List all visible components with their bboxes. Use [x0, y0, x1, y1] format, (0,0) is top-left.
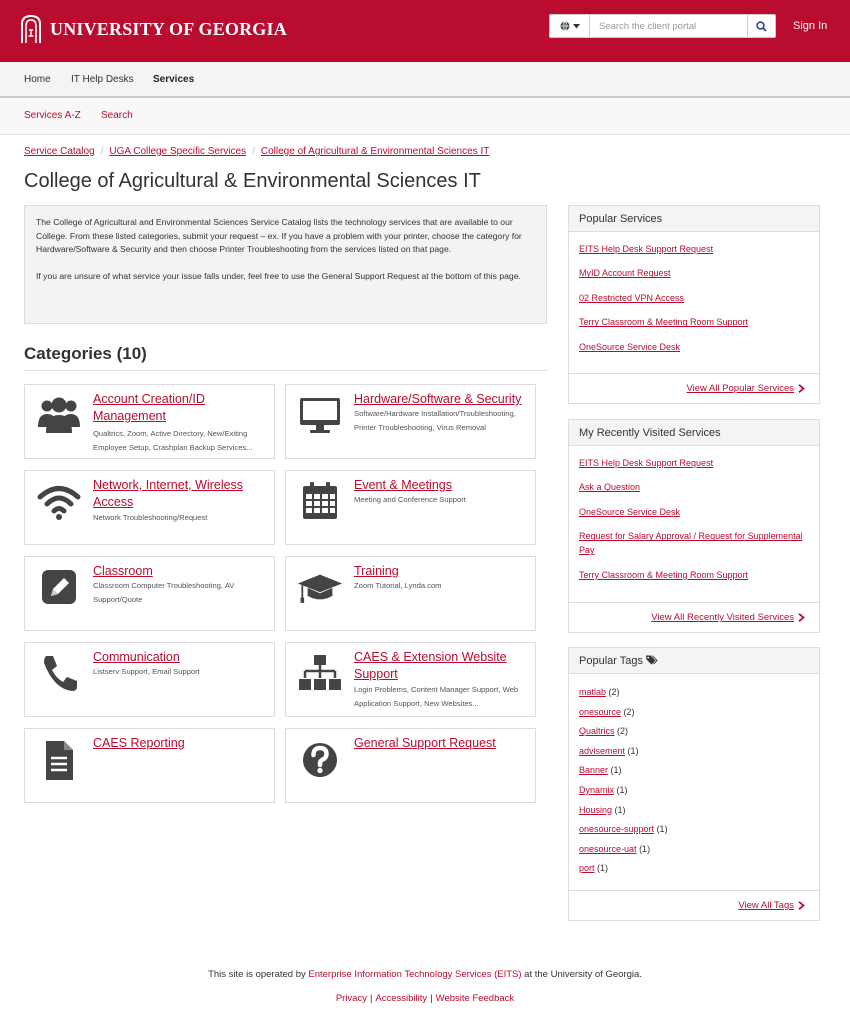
breadcrumb-separator: / — [252, 146, 255, 157]
sub-nav — [0, 98, 850, 135]
intro-box — [24, 205, 547, 324]
footer-text: This site is operated by — [208, 969, 309, 980]
category-description: Network Troubleshooting/Request — [93, 513, 208, 522]
footer-privacy-link[interactable]: Privacy — [335, 993, 367, 1004]
tag-item — [579, 862, 809, 876]
tag-item — [579, 725, 809, 739]
tag-link[interactable]: onesource-support — [579, 824, 655, 835]
category-card-website-support[interactable] — [285, 642, 536, 717]
category-description: Classroom Computer Troubleshooting, AV Support/Quote — [93, 581, 235, 604]
tag-link[interactable]: Housing — [579, 804, 613, 815]
nav-services[interactable]: Services — [153, 74, 195, 85]
tag-item — [579, 706, 809, 720]
category-card-general-support[interactable] — [285, 728, 536, 803]
category-title[interactable]: Account Creation/ID Management — [93, 392, 205, 423]
tag-link[interactable]: port — [579, 863, 595, 874]
category-card-caes-reporting[interactable] — [24, 728, 275, 803]
category-card-event-meetings[interactable] — [285, 470, 536, 545]
graduation-cap-icon — [297, 566, 343, 608]
top-bar — [0, 0, 850, 62]
recent-services-panel — [568, 419, 820, 633]
uga-arch-icon — [20, 14, 42, 44]
breadcrumb-college-specific[interactable]: UGA College Specific Services — [109, 146, 247, 157]
tag-link[interactable]: Banner — [579, 765, 609, 776]
tag-count: (1) — [597, 863, 609, 874]
popular-service-link[interactable]: MyID Account Request — [579, 268, 671, 279]
nav-home[interactable]: Home — [24, 74, 51, 85]
breadcrumb-service-catalog[interactable]: Service Catalog — [24, 146, 95, 157]
tags-icon — [646, 655, 659, 665]
category-title[interactable]: CAES & Extension Website Support — [354, 650, 507, 681]
category-card-hardware-software[interactable] — [285, 384, 536, 459]
recent-service-link[interactable]: Ask a Question — [579, 482, 641, 493]
recent-service-link[interactable]: OneSource Service Desk — [579, 506, 681, 517]
panel-title — [569, 648, 819, 674]
tag-count: (1) — [639, 843, 651, 854]
categories-heading: Categories (10) — [24, 344, 147, 363]
tag-count: (1) — [656, 824, 668, 835]
category-description: Qualtrics, Zoom, Active Directory, New/Exiting Employee Setup, Crashplan Backup Services... — [93, 429, 253, 452]
category-card-classroom[interactable] — [24, 556, 275, 631]
panel-title-text: Popular Tags — [579, 655, 644, 667]
intro-paragraph: If you are unsure of what service your issue falls under, feel free to use the General Support Request at the bottom of this page. — [36, 270, 521, 281]
recent-service-link[interactable]: Request for Salary Approval / Request for Supplemental Pay — [579, 531, 803, 556]
pencil-square-icon — [36, 566, 82, 608]
calendar-icon — [297, 480, 343, 522]
tag-count: (1) — [627, 745, 639, 756]
tag-item — [579, 843, 809, 857]
search-button[interactable] — [747, 15, 775, 37]
category-title[interactable]: Classroom — [93, 564, 153, 578]
category-description: Login Problems, Content Manager Support, Web Application Support, New Websites... — [354, 685, 519, 708]
category-description: Software/Hardware Installation/Troubleshooting, Printer Troubleshooting, Virus Removal — [354, 409, 516, 432]
tag-link[interactable]: Dynamix — [579, 784, 615, 795]
category-card-account-creation[interactable] — [24, 384, 275, 459]
caret-down-icon — [573, 24, 580, 29]
tag-count: (1) — [610, 765, 622, 776]
phone-icon — [36, 652, 82, 694]
breadcrumb — [24, 146, 489, 157]
category-title[interactable]: Communication — [93, 650, 180, 664]
popular-service-link[interactable]: 02 Restricted VPN Access — [579, 292, 685, 303]
tag-item — [579, 764, 809, 778]
category-title[interactable]: Hardware/Software & Security — [354, 392, 522, 406]
search-bar — [549, 14, 776, 38]
panel-title: My Recently Visited Services — [569, 420, 819, 446]
globe-icon — [560, 21, 570, 31]
footer-separator: | — [369, 993, 373, 1004]
view-all-popular-services-link[interactable] — [686, 383, 805, 394]
category-description: Listserv Support, Email Support — [93, 667, 200, 676]
breadcrumb-current[interactable]: College of Agricultural & Environmental Sciences IT — [260, 146, 490, 157]
category-title[interactable]: Network, Internet, Wireless Access — [93, 478, 244, 509]
nav-it-help-desks[interactable]: IT Help Desks — [71, 74, 134, 85]
view-all-tags-link[interactable] — [738, 900, 805, 911]
footer-feedback-link[interactable]: Website Feedback — [435, 993, 515, 1004]
category-card-training[interactable] — [285, 556, 536, 631]
tag-item — [579, 784, 809, 798]
chevron-right-icon — [798, 613, 805, 622]
popular-service-link[interactable]: Terry Classroom & Meeting Room Support — [579, 317, 749, 328]
tag-link[interactable]: matlab — [579, 687, 607, 697]
view-all-label: View All Popular Services — [686, 383, 794, 394]
category-title[interactable]: CAES Reporting — [93, 736, 185, 750]
tag-link[interactable]: advisement — [579, 745, 626, 756]
tag-item — [579, 804, 809, 818]
tag-count: (2) — [623, 706, 635, 717]
category-title[interactable]: Event & Meetings — [354, 478, 452, 492]
tag-link[interactable]: onesource-uat — [579, 843, 637, 854]
footer-accessibility-link[interactable]: Accessibility — [375, 993, 428, 1004]
document-icon — [36, 739, 82, 781]
view-all-recent-services-link[interactable] — [651, 612, 805, 623]
search-icon — [756, 21, 767, 32]
popular-services-panel — [568, 205, 820, 404]
tag-count: (2) — [617, 726, 629, 737]
breadcrumb-separator: / — [100, 146, 104, 157]
monitor-icon — [297, 394, 343, 436]
category-title[interactable]: Training — [354, 564, 399, 578]
recent-service-link[interactable]: Terry Classroom & Meeting Room Support — [579, 569, 749, 580]
view-all-label: View All Recently Visited Services — [651, 612, 794, 623]
view-all-label: View All Tags — [738, 900, 794, 911]
divider — [24, 370, 547, 371]
category-description: Meeting and Conference Support — [354, 495, 466, 504]
chevron-right-icon — [798, 901, 805, 910]
footer-text: at the University of Georgia. — [521, 969, 642, 980]
chevron-right-icon — [798, 384, 805, 393]
category-card-communication[interactable] — [24, 642, 275, 717]
sitemap-icon — [297, 652, 343, 694]
footer-separator: | — [430, 993, 433, 1004]
users-icon — [36, 394, 82, 436]
panel-title: Popular Services — [569, 206, 819, 232]
popular-service-link[interactable]: OneSource Service Desk — [579, 341, 681, 352]
search-scope-dropdown[interactable] — [550, 15, 590, 37]
question-circle-icon — [297, 739, 343, 781]
category-card-network[interactable] — [24, 470, 275, 545]
tag-link[interactable]: Qualtrics — [579, 726, 615, 737]
page-title: College of Agricultural & Environmental Sciences IT — [24, 170, 481, 192]
uga-logo-link[interactable] — [20, 13, 287, 45]
sign-in-link[interactable]: Sign In — [793, 20, 828, 32]
wifi-icon — [36, 480, 82, 522]
category-title[interactable]: General Support Request — [354, 736, 496, 750]
tag-item — [579, 823, 809, 837]
footer-eits-link[interactable]: Enterprise Information Technology Services (EITS) — [308, 969, 522, 980]
tag-count: (1) — [614, 804, 626, 815]
popular-service-link[interactable]: EITS Help Desk Support Request — [579, 244, 714, 254]
popular-tags-panel — [568, 647, 820, 921]
intro-paragraph: The College of Agricultural and Environmental Sciences Service Catalog lists the technology services that are available to our College. From these listed categories, submit your request – ex. If you have a problem with your printer, choose the category for Hardware/Software & Security and then choose Printer Troubleshooting from the services listed on that page. — [36, 217, 522, 255]
subnav-services-a-z[interactable]: Services A-Z — [24, 110, 81, 121]
tag-item — [579, 686, 809, 700]
main-nav — [0, 62, 850, 98]
tag-count: (2) — [608, 687, 620, 697]
subnav-search[interactable]: Search — [101, 110, 133, 121]
footer-operated-by — [0, 969, 850, 980]
logo-text: UNIVERSITY OF GEORGIA — [50, 18, 287, 39]
category-description: Zoom Tutorial, Lynda.com — [354, 581, 442, 590]
footer-links — [0, 993, 850, 1004]
tag-count: (1) — [616, 784, 628, 795]
tag-item — [579, 745, 809, 759]
tag-link[interactable]: onesource — [579, 706, 622, 717]
recent-service-link[interactable]: EITS Help Desk Support Request — [579, 458, 714, 468]
search-input[interactable] — [590, 15, 747, 37]
